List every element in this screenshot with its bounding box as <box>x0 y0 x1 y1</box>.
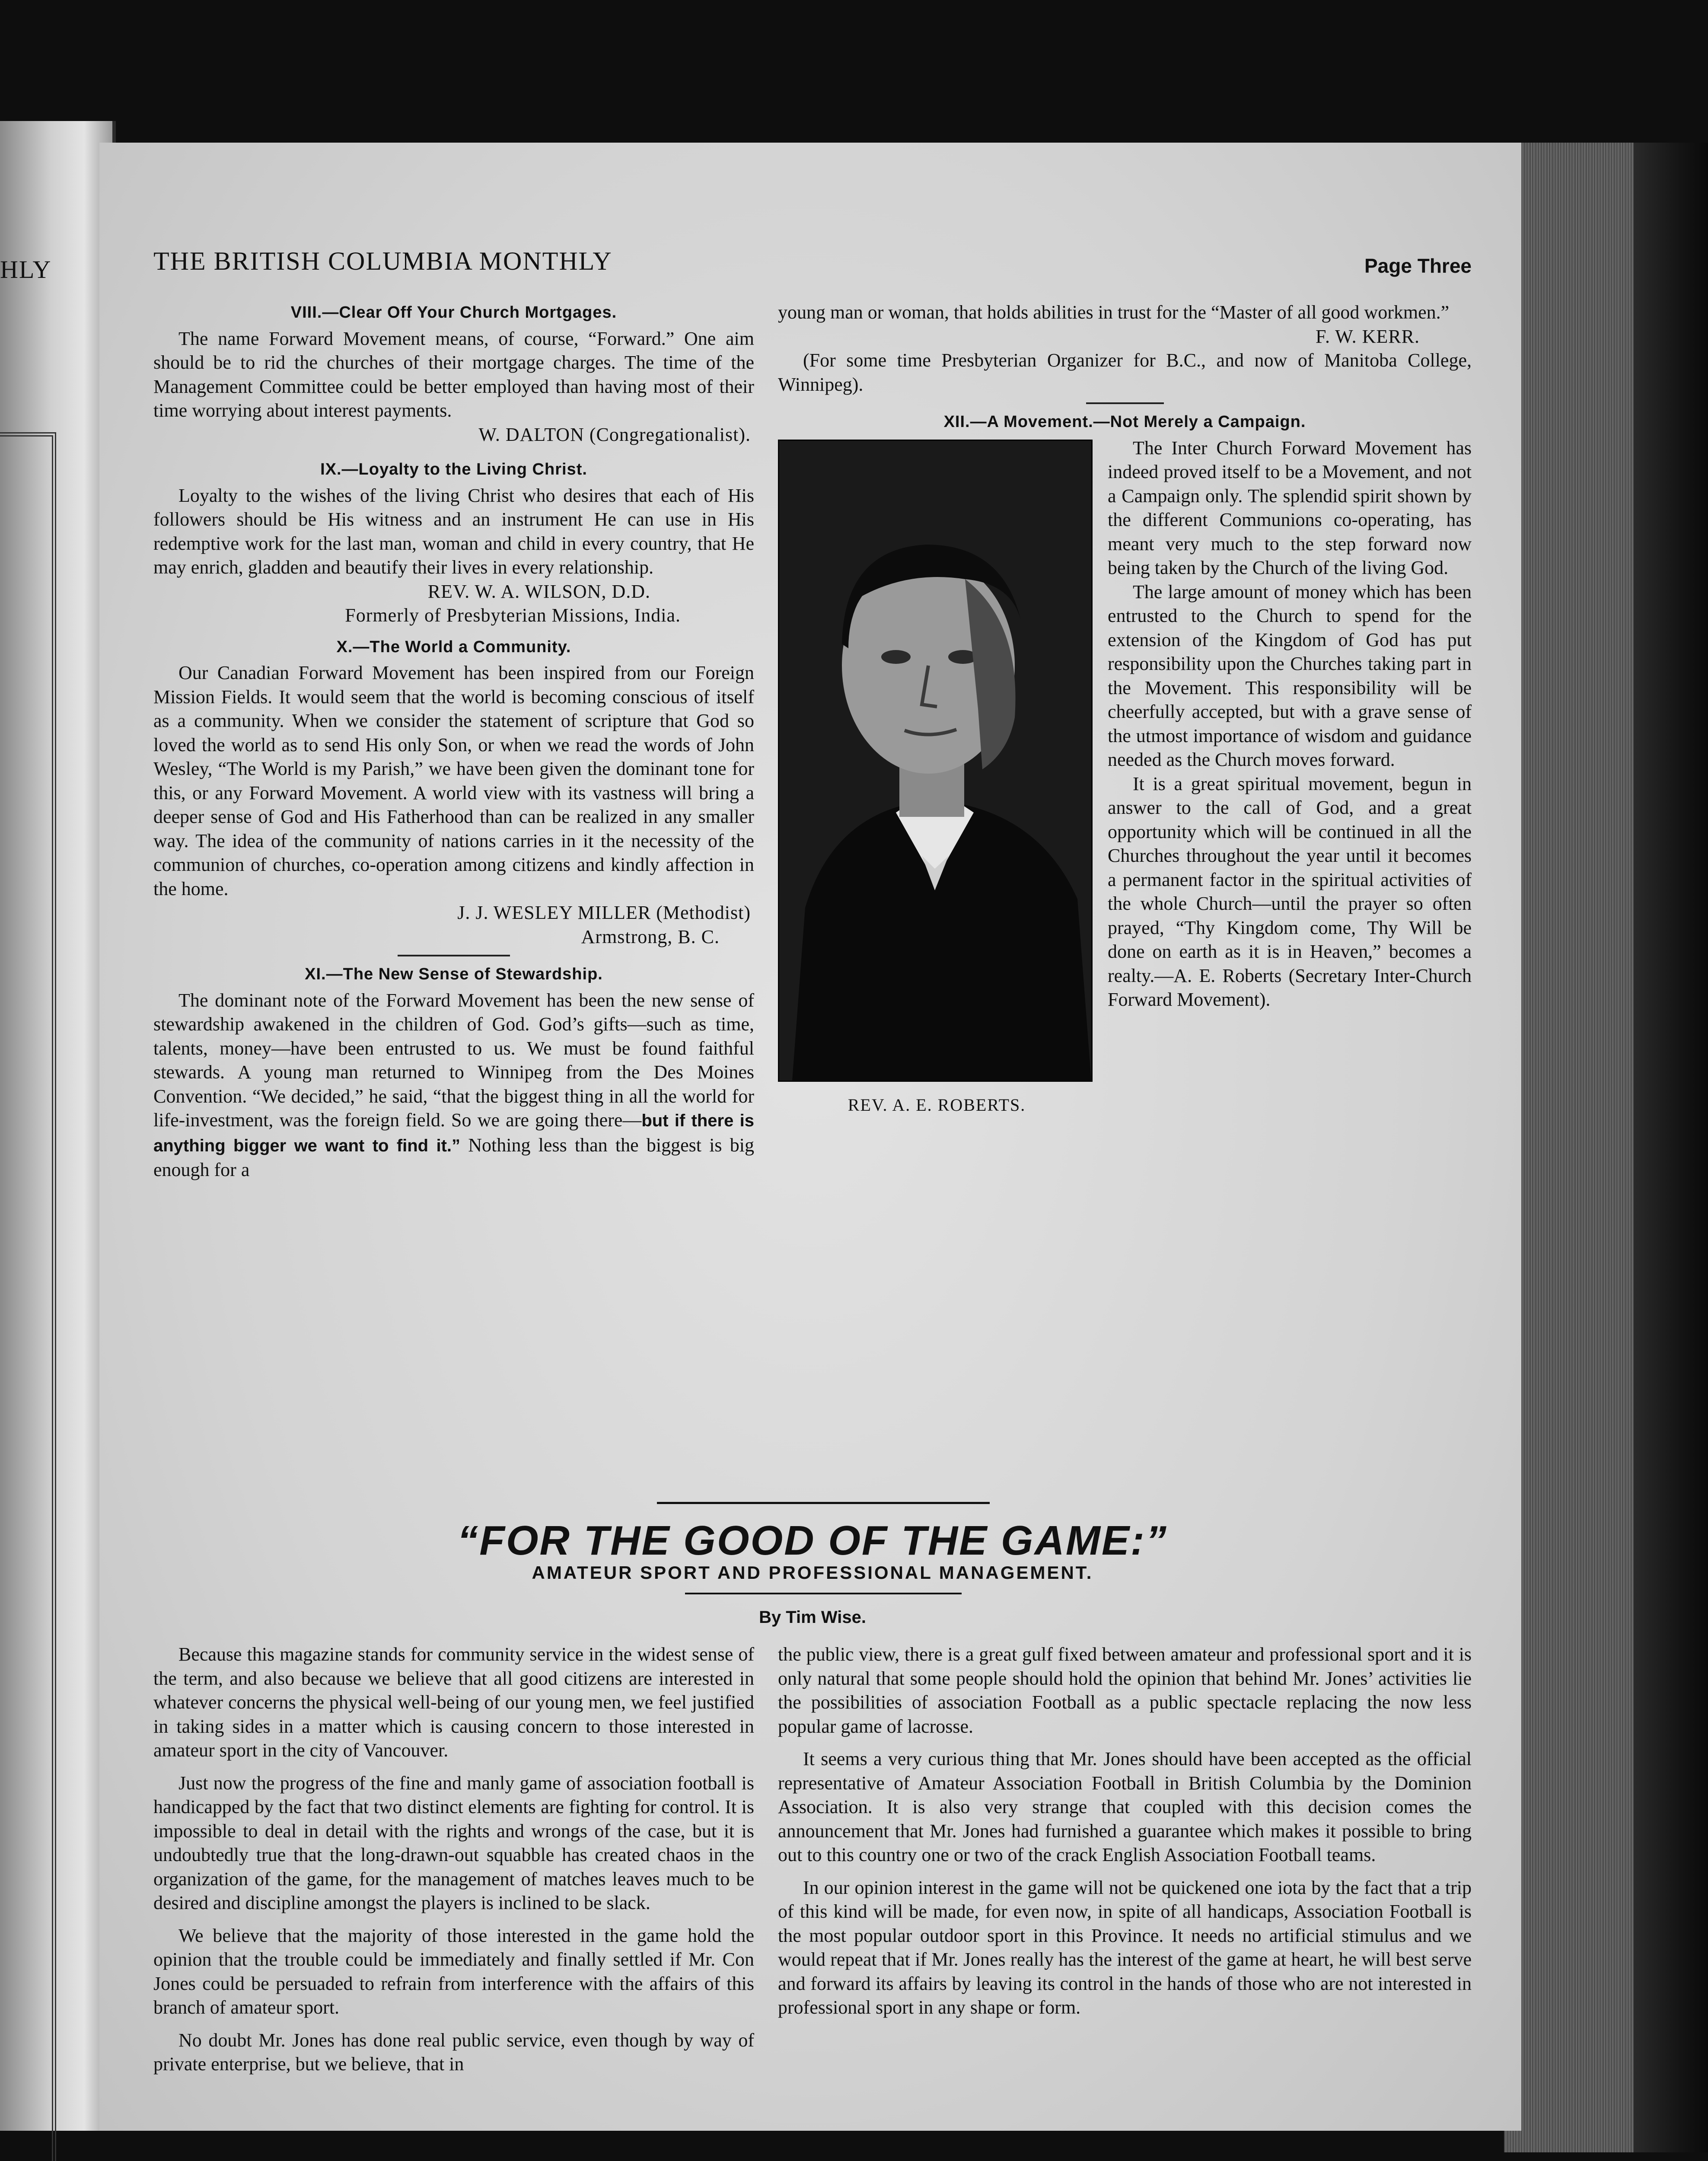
section-divider <box>398 955 510 956</box>
section-ix-signature-line2: Formerly of Presbyterian Missions, India. <box>345 605 681 626</box>
right-column-upper <box>778 300 1472 1119</box>
article-right-column <box>778 1642 1472 2020</box>
page-content <box>153 143 1472 2131</box>
section-divider <box>1086 402 1164 404</box>
article-left-column <box>153 1642 754 2076</box>
section-ix-heading: IX.—Loyalty to the Living Christ. <box>320 460 587 478</box>
title-rule-bottom <box>685 1593 962 1594</box>
article-byline: By Tim Wise. <box>759 1608 866 1627</box>
section-xi-continued: young man or woman, that holds abilities in trust for the “Master of all good workmen.” <box>778 302 1450 323</box>
section-xii-body-p2: The large amount of money which has been entrusted to the Church to spend for the extension of the Kingdom of God has put responsibility upon the Churches taking part in the Movement. This responsibility will be cheerfully accepted, but with a grave sense of the utmost importance of wisdom and guidance needed as the Church moves forward. <box>1108 581 1472 770</box>
magazine-page <box>99 143 1521 2131</box>
portrait-figure <box>778 440 1096 1117</box>
section-x-heading: X.—The World a Community. <box>336 637 571 656</box>
section-viii-signature: W. DALTON (Congregationalist). <box>478 424 751 445</box>
section-xi-body-main: The dominant note of the Forward Movement has been the new sense of stewardship awakened in the children of God. God’s gifts—such as time, talents, money—have been entrusted to us. We must be found faithful stewards. A young man returned to Winnipeg from the Des Moines Convention. “We decided,” he said, “that the biggest thing in all the world for life-investment, was the foreign field. So we are going there— <box>153 989 754 1131</box>
left-page-border <box>0 432 56 2161</box>
article-subtitle: AMATEUR SPORT AND PROFESSIONAL MANAGEMENT. <box>532 1562 1093 1583</box>
section-ix-body: Loyalty to the wishes of the living Christ who desires that each of His followers should be His witness and an instrument He can use in His redemptive work for the last man, woman and child in every country, that He may enrich, gladden and beautify their lives in every relationship. <box>153 484 754 578</box>
section-xii-body-p1: The Inter Church Forward Movement has indeed proved itself to be a Movement, and not a Campaign only. The splendid spirit shown by the different Communions co-operating, has meant very much to the step forward now being taken by the Church of the living God. <box>1108 437 1472 578</box>
section-xi-heading: XI.—The New Sense of Stewardship. <box>305 965 603 983</box>
section-x-signature-line2: Armstrong, B. C. <box>581 926 720 947</box>
section-x-signature: J. J. WESLEY MILLER (Methodist) <box>457 902 751 923</box>
left-column-upper <box>153 297 754 1182</box>
article-paragraph: In our opinion interest in the game will not be quickened one iota by the fact that a trip of this kind will be made, for even now, in spite of all handicaps, Association Football is the most popular outdoor sport in this Province. It needs no artificial stimulus and we would repeat that if Mr. Jones really has the interest of the game at heart, he will best serve and forward its affairs by leaving its control in the hands of those who are not interested in professional sport in any shape or form. <box>778 1877 1472 2018</box>
article-paragraph: It seems a very curious thing that Mr. Jones should have been accepted as the official representative of Amateur Association Football in British Columbia by the Dominion Association. It is also very strange that coupled with this decision comes the announcement that Mr. Jones had furnished a guarantee which makes it possible to bring out to this country one or two of the crack English Association Football teams. <box>778 1748 1472 1865</box>
article-paragraph: the public view, there is a great gulf fixed between amateur and professional sport and it is only natural that some people should hold the opinion that behind Mr. Jones’ activities lie the possibilities of association Football as a public spectacle replacing the now less popular game of lacrosse. <box>778 1644 1472 1737</box>
left-page-header: HLY <box>0 255 52 284</box>
article-title: “FOR THE GOOD OF THE GAME:” <box>457 1517 1168 1564</box>
article-paragraph: Because this magazine stands for community service in the widest sense of the term, and also because we believe that all good citizens are interested in whatever concerns the physical well-being of our young men, we feel justified in taking sides in a matter which is causing concern to those interested in amateur sport in the city of Vancouver. <box>153 1644 754 1761</box>
article-paragraph: We believe that the majority of those interested in the game hold the opinion that the trouble could be immediately and finally settled if Mr. Con Jones could be persuaded to refrain from interference with the affairs of this branch of amateur sport. <box>153 1925 754 2018</box>
section-xi-body <box>153 988 754 1182</box>
section-xii-heading: XII.—A Movement.—Not Merely a Campaign. <box>943 413 1306 431</box>
article-paragraph: No doubt Mr. Jones has done real public service, even though by way of private enterprise, but we believe, that in <box>153 2029 754 2075</box>
section-xi-note: (For some time Presbyterian Organizer for B.C., and now of Manitoba College, Winnipeg). <box>778 350 1472 395</box>
portrait-photo <box>778 440 1093 1082</box>
section-ix-signature: REV. W. A. WILSON, D.D. <box>427 580 650 602</box>
book-cover <box>1634 143 1708 2152</box>
running-head: THE BRITISH COLUMBIA MONTHLY <box>153 247 612 275</box>
section-xi-body-bold: but if there is anything bigger we want to find it.” <box>153 1111 754 1155</box>
section-viii-heading: VIII.—Clear Off Your Church Mortgages. <box>290 303 617 322</box>
section-x-body: Our Canadian Forward Movement has been inspired from our Foreign Mission Fields. It would seem that the world is becoming conscious of itself as a community. When we consider the statement of scripture that God so loved the world as to send His only Son, or when we read the words of John Wesley, “The World is my Parish,” we have been given the dominant tone for this, or any Forward Movement. A world view with its vastness will bring a deeper sense of God and His Fatherhood than can be realized in any smaller way. The idea of the community of nations carries in it the necessity of the communion of churches, co-operation among citizens and kindly affection in the home. <box>153 662 754 899</box>
article-paragraph: Just now the progress of the fine and manly game of association football is handicapped by the fact that two distinct elements are fighting for control. It is impossible to deal in detail with the rights and wrongs of the case, but it is undoubtedly true that the long-drawn-out squabble has created chaos in the organization of the game, for the management of matches leaves much to be desired and discipline amongst the players is inclined to be slack. <box>153 1772 754 1913</box>
portrait-caption: REV. A. E. ROBERTS. <box>848 1095 1026 1115</box>
section-xi-body-tail: Nothing less than the biggest is big enough for a <box>153 1134 755 1180</box>
page-number: Page Three <box>1364 255 1472 277</box>
section-viii-body: The name Forward Movement means, of course, “Forward.” One aim should be to rid the churches of their mortgage charges. The time of the Management Committee could be better employed than having most of their time worrying about interest payments. <box>153 328 754 421</box>
section-xii-body-p3: It is a great spiritual movement, begun in answer to the call of God, and a great opportunity which will be continued in all the Churches throughout the year until it becomes a permanent factor in the spiritual activities of the whole Church—until the prayer so often prayed, “Thy Kingdom come, Thy Will be done on earth as it is in Heaven,” becomes a realty.—A. E. Roberts (Secretary Inter-Church Forward Movement). <box>1108 773 1472 1010</box>
title-rule-top <box>657 1502 990 1504</box>
left-page-edge <box>0 121 116 2131</box>
section-xi-signature: F. W. KERR. <box>1316 325 1420 347</box>
